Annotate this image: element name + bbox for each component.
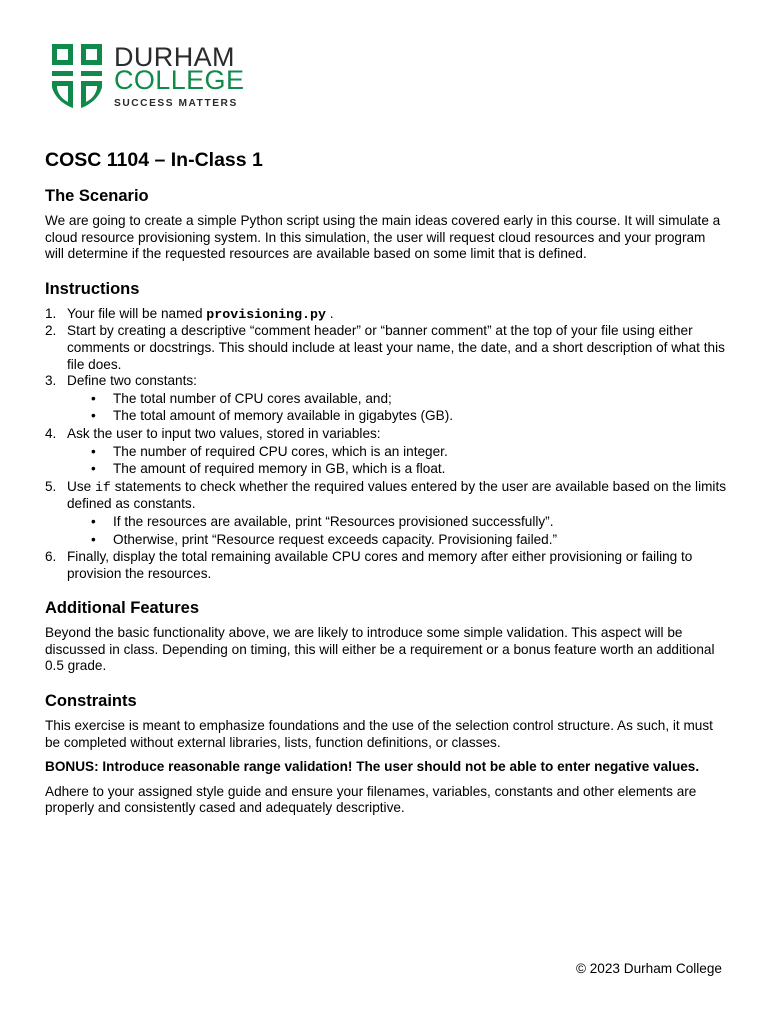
scenario-heading: The Scenario xyxy=(45,187,149,205)
list-number: 4. xyxy=(45,425,57,441)
instruction-item xyxy=(45,426,727,478)
sub-list-item: • Otherwise, print “Resource request exceeds capacity. Provisioning failed.” xyxy=(113,532,727,549)
list-number: 1. xyxy=(45,305,57,321)
if-code: if xyxy=(94,479,111,495)
sub-list-item: • The total amount of memory available in gigabytes (GB). xyxy=(113,408,727,425)
sub-list-item: • If the resources are available, print “Resources provisioned successfully”. xyxy=(113,514,727,531)
constraints-section xyxy=(45,691,727,817)
sub-list-item: • The amount of required memory in GB, which is a float. xyxy=(113,461,727,478)
sub-list xyxy=(67,391,727,425)
document-body xyxy=(45,148,727,833)
style-guide-text: Adhere to your assigned style guide and ensure your filenames, variables, constants and other elements are properly and consistently cased and adequately descriptive. xyxy=(45,783,697,816)
sub-list-item: • The number of required CPU cores, which is an integer. xyxy=(113,444,727,461)
list-number: 5. xyxy=(45,478,57,494)
logo-text-durham: DURHAM xyxy=(114,42,235,72)
instruction-item xyxy=(45,549,727,582)
additional-features-heading: Additional Features xyxy=(45,599,200,618)
bonus-text: BONUS: Introduce reasonable range validation! The user should not be able to enter negative values. xyxy=(45,759,700,775)
list-number: 6. xyxy=(45,549,57,565)
filename-code: provisioning.py xyxy=(206,306,326,322)
instructions-heading: Instructions xyxy=(45,279,140,298)
durham-college-logo xyxy=(52,42,245,112)
logo-text-college: COLLEGE xyxy=(114,65,245,95)
shield-logo-icon xyxy=(52,44,104,110)
list-number: 2. xyxy=(45,323,57,339)
instruction-text: Finally, display the total remaining available CPU cores and memory after either provisioning or failing to provision the resources. xyxy=(67,549,693,581)
copyright-footer: © 2023 Durham College xyxy=(575,961,722,976)
sub-list-item: • The total number of CPU cores available, and; xyxy=(113,391,727,408)
instruction-item xyxy=(45,479,727,548)
sub-list xyxy=(67,514,727,548)
instruction-text: Define two constants: xyxy=(67,373,197,389)
scenario-section xyxy=(45,186,727,263)
instruction-text: Ask the user to input two values, stored in variables: xyxy=(67,425,381,441)
constraints-heading: Constraints xyxy=(45,692,137,711)
instruction-item xyxy=(45,306,727,324)
instruction-text: Use xyxy=(67,478,95,494)
scenario-text: We are going to create a simple Python script using the main ideas covered early in this course. It will simulate a cloud resource provisioning system. In this simulation, the user will request cloud resources and your program will determine if the requested resources are available based on some limit that is defined. xyxy=(45,213,721,262)
sub-list xyxy=(67,444,727,478)
list-number: 3. xyxy=(45,373,57,389)
instruction-text: Start by creating a descriptive “comment header” or “banner comment” at the top of your file using either comments or docstrings. This should include at least your name, the date, and a short description of what this file does. xyxy=(67,323,725,372)
additional-features-text: Beyond the basic functionality above, we are likely to introduce some simple validation. This aspect will be discussed in class. Depending on timing, this will either be a requirement or a bonus feature worth an additional 0.5 grade. xyxy=(45,625,715,674)
constraints-text: This exercise is meant to emphasize foundations and the use of the selection control structure. As such, it must be completed without external libraries, lists, function definitions, or classes. xyxy=(45,718,713,750)
instructions-section xyxy=(45,279,727,583)
instruction-text-end: . xyxy=(326,305,334,321)
instructions-list xyxy=(45,306,727,583)
instruction-item xyxy=(45,323,727,373)
instruction-text: Your file will be named xyxy=(67,305,207,321)
logo-tagline: SUCCESS MATTERS xyxy=(114,98,238,109)
additional-features-section xyxy=(45,598,727,675)
instruction-text-end: statements to check whether the required values entered by the user are available based on the limits defined as constants. xyxy=(67,478,727,512)
instruction-item xyxy=(45,373,727,425)
page-title: COSC 1104 – In-Class 1 xyxy=(45,149,263,171)
